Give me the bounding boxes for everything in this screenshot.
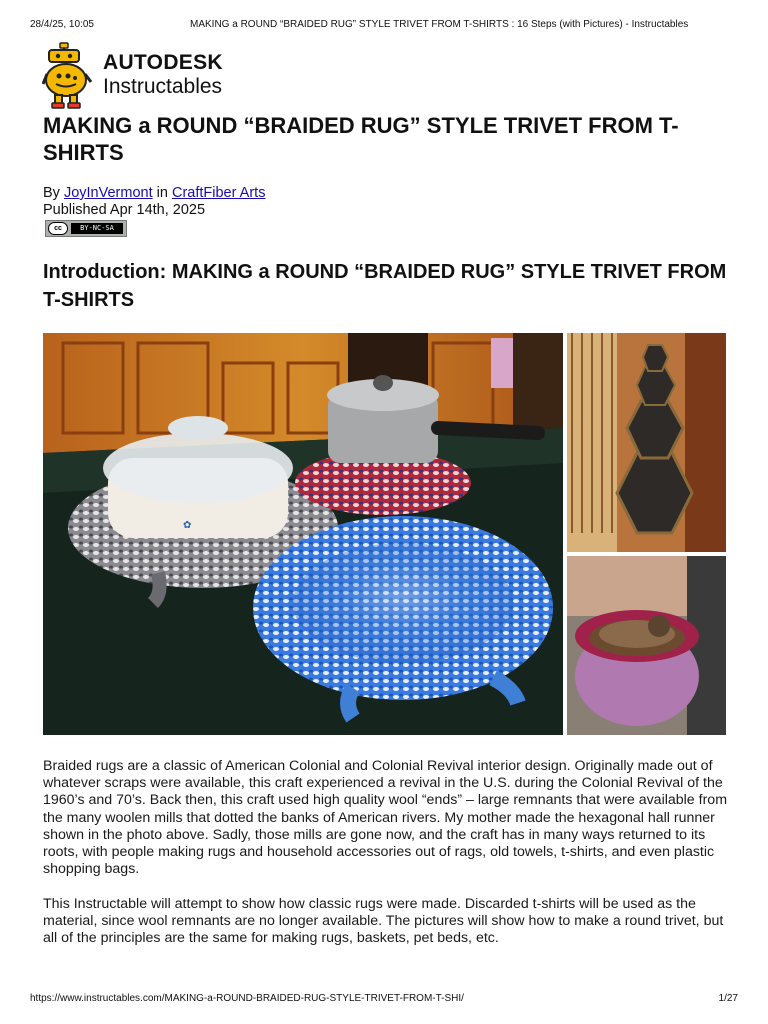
intro-paragraph-1: Braided rugs are a classic of American Colonial and Colonial Revival interior design. Originally made out of whatever scraps were available, this craft experienced a revival in the U.S. during the Colonial Revival of the 1960’s and 70’s. Back then, this craft used high quality wool “ends” – large remnants that were available from the many woolen mills that dotted the banks of American rivers. My mother made the hexagonal hall runner shown in the photo above. Sadly, those mills are gone now, and the craft has in many ways returned to its roots, with people making rugs and household accessories out of rags, old towels, t-shirts, and even plastic shopping bags.	[43, 758, 728, 878]
by-label: By	[43, 185, 60, 201]
photo-cat-in-braided-basket[interactable]	[567, 556, 726, 735]
license-badge[interactable]	[45, 220, 127, 237]
license-terms: BY-NC-SA	[71, 223, 123, 234]
article-title: MAKING a ROUND “BRAIDED RUG” STYLE TRIVET FROM T-SHIRTS	[43, 113, 679, 165]
photo-trivets-on-counter[interactable]	[43, 333, 563, 735]
category-link[interactable]: CraftFiber Arts	[171, 185, 266, 201]
byline	[43, 185, 265, 202]
instructables-robot-icon	[42, 42, 94, 110]
creative-commons-icon: cc	[48, 222, 68, 235]
intro-paragraph-2: This Instructable will attempt to show how classic rugs were made. Discarded t-shirts will be used as the material, since wool remnants are no longer available. The pictures will show how to make a round trivet, but all of the principles are the same for making rugs, baskets, pet beds, etc.	[43, 896, 724, 947]
logo-autodesk-text: AUTODESK	[103, 51, 223, 74]
print-date: 28/4/25, 10:05	[30, 19, 94, 30]
print-url: https://www.instructables.com/MAKING-a-ROUND-BRAIDED-RUG-STYLE-TRIVET-FROM-T-SHI/	[30, 993, 464, 1004]
in-label: in	[156, 185, 168, 201]
print-header	[30, 19, 738, 33]
author-link[interactable]: JoyInVermont	[63, 185, 153, 201]
introduction-heading: Introduction: MAKING a ROUND “BRAIDED RUG” STYLE TRIVET FROM T-SHIRTS	[43, 261, 727, 311]
photo-hexagonal-hall-runner[interactable]	[567, 333, 726, 552]
instructables-logo[interactable]	[42, 42, 242, 112]
published-date: Published Apr 14th, 2025	[43, 202, 206, 218]
page-number: 1/27	[718, 993, 738, 1004]
print-page-title: MAKING a ROUND “BRAIDED RUG” STYLE TRIVET FROM T-SHIRTS : 16 Steps (with Pictures) - Instructables	[190, 19, 689, 30]
svg-text:✿: ✿	[183, 520, 192, 531]
logo-instructables-text: Instructables	[103, 75, 223, 98]
